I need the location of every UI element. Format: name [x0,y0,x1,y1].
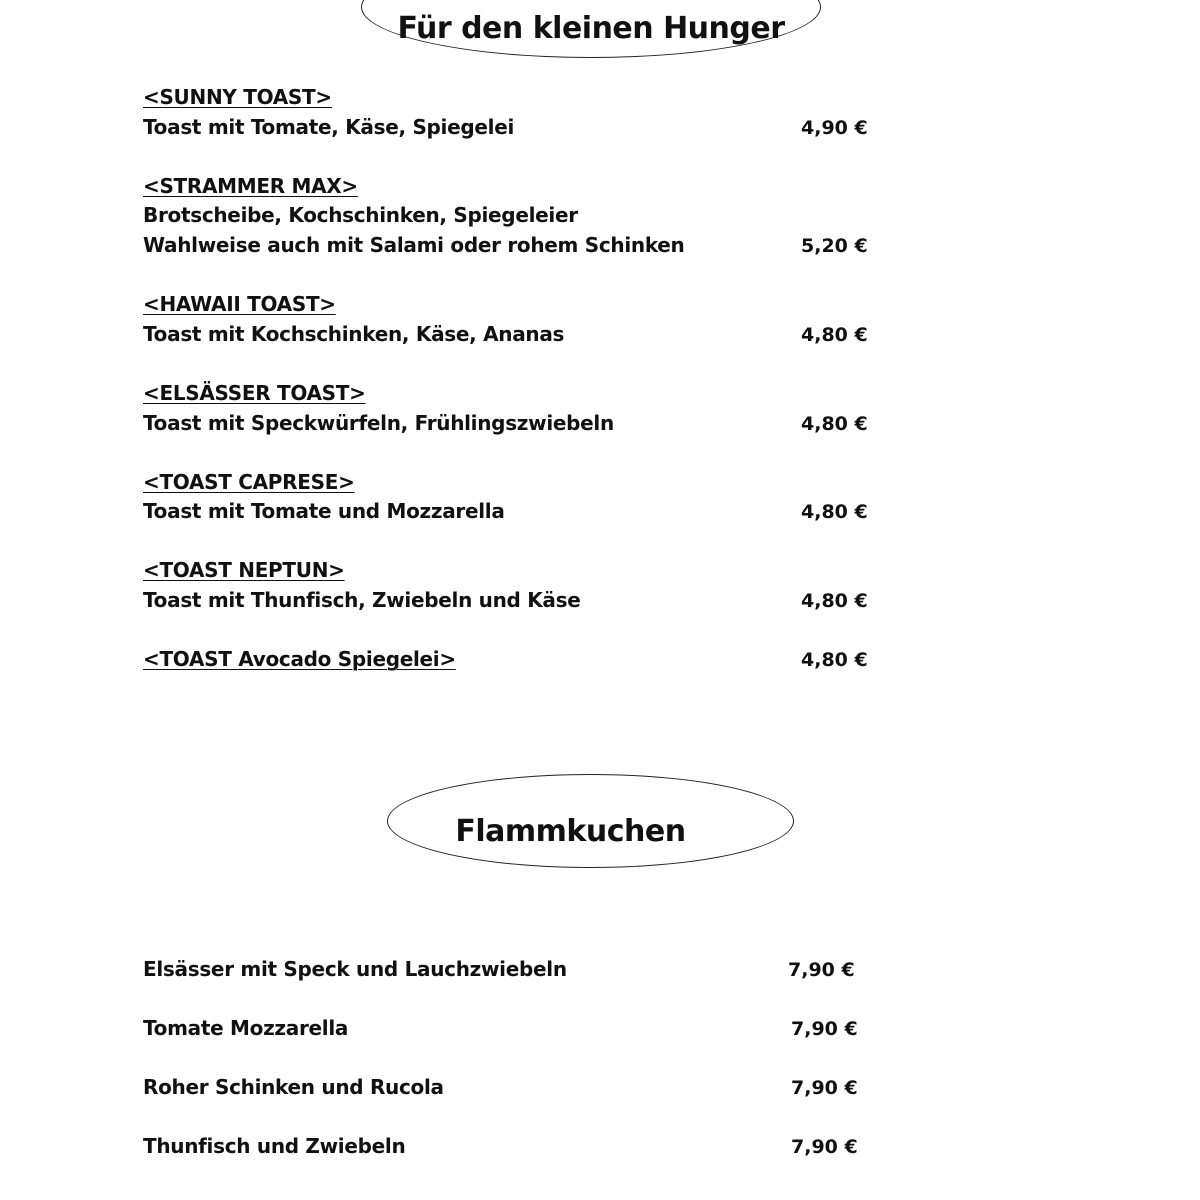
flammkuchen-item-name: Elsässer mit Speck und Lauchzwiebeln [143,957,567,981]
menu-item-description: Toast mit Kochschinken, Käse, Ananas [143,322,565,346]
menu-item-name-hawaii-toast: <HAWAII TOAST> [143,292,336,316]
menu-item-description: Toast mit Thunfisch, Zwiebeln und Käse [143,588,581,612]
menu-item-name-strammer-max: <STRAMMER MAX> [143,174,358,198]
menu-item-price: 5,20 € [801,235,868,257]
flammkuchen-item-price: 7,90 € [791,1077,858,1099]
menu-item-price: 4,80 € [801,413,868,435]
menu-item-description: Wahlweise auch mit Salami oder rohem Schinken [143,233,685,257]
menu-item-description: Brotscheibe, Kochschinken, Spiegeleier [143,203,578,227]
flammkuchen-item-name: Thunfisch und Zwiebeln [143,1134,406,1158]
section-heading-oval [387,774,794,868]
flammkuchen-item-price: 7,90 € [788,959,855,981]
menu-item-description: Toast mit Speckwürfeln, Frühlingszwiebeln [143,411,614,435]
menu-item-name-elsaesser-toast: <ELSÄSSER TOAST> [143,381,366,405]
menu-item-name-toast-avocado: <TOAST Avocado Spiegelei> [143,647,456,671]
flammkuchen-item-price: 7,90 € [791,1018,858,1040]
menu-item-price: 4,80 € [801,590,868,612]
menu-item-price: 4,80 € [801,649,868,671]
section-heading-oval [361,0,821,58]
menu-item-price: 4,80 € [801,501,868,523]
menu-item-price: 4,80 € [801,324,868,346]
flammkuchen-item-name: Roher Schinken und Rucola [143,1075,444,1099]
section-title-kleiner-hunger: Für den kleinen Hunger [397,10,785,46]
flammkuchen-item-price: 7,90 € [791,1136,858,1158]
menu-item-description: Toast mit Tomate, Käse, Spiegelei [143,115,515,139]
menu-item-name-sunny-toast: <SUNNY TOAST> [143,85,332,109]
menu-item-name-toast-neptun: <TOAST NEPTUN> [143,558,345,582]
section-title-flammkuchen: Flammkuchen [455,813,686,849]
menu-item-description: Toast mit Tomate und Mozzarella [143,499,505,523]
menu-item-name-toast-caprese: <TOAST CAPRESE> [143,470,355,494]
menu-item-price: 4,90 € [801,117,868,139]
flammkuchen-item-name: Tomate Mozzarella [143,1016,349,1040]
